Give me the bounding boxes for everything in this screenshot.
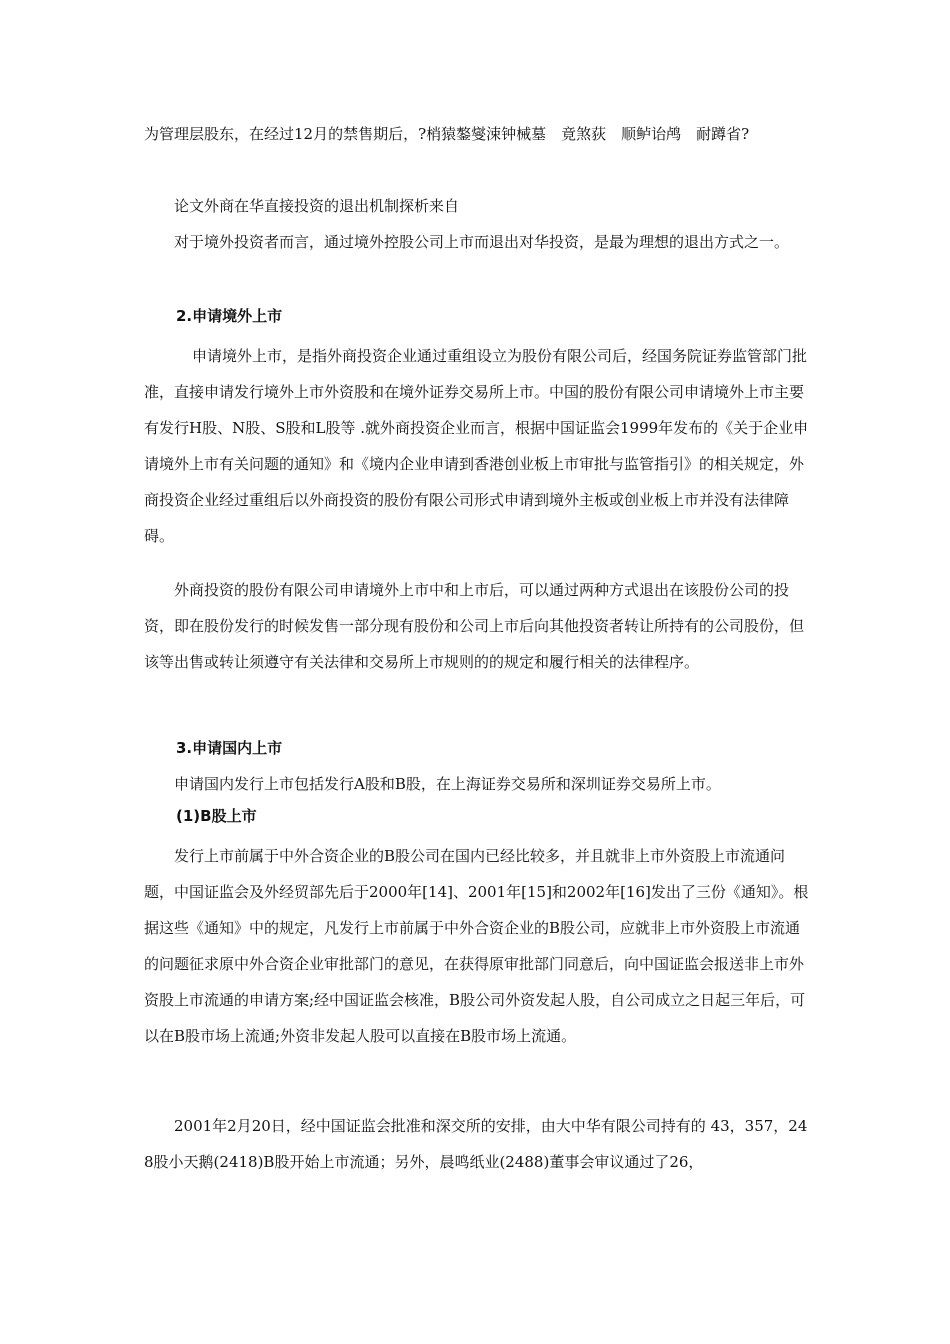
- paragraph-exit-methods: 外商投资的股份有限公司申请境外上市中和上市后，可以通过两种方式退出在该股份公司的投资，即在股份发行的时候发售一部分现有股份和公司上市后向其他投资者转让所持有的公司股份，但该等出售或转让须遵守有关法律和交易所上市规则的的规定和履行相关的法律程序。: [144, 581, 805, 671]
- paragraph-case-example: 2001年2月20日，经中国证监会批准和深交所的安排，由大中华有限公司持有的 43，357，248股小天鹅(2418)B股开始上市流通；另外，晨鸣纸业(2488)董事会审议通过了26，: [144, 1117, 808, 1171]
- paragraph-source-note: 论文外商在华直接投资的退出机制探析来自: [174, 197, 460, 215]
- paragraph-continuation: 为管理层股东，在经过12月的禁售期后，?梢猿鏊燮涑钟械墓 竟煞荻 顺鲈诒鸬 耐蹲省?: [144, 125, 750, 143]
- subsection-heading-b-share: (1)B股上市: [176, 807, 257, 825]
- paragraph-b-share-listing: 发行上市前属于中外合资企业的B股公司在国内已经比较多，并且就非上市外资股上市流通问题，中国证监会及外经贸部先后于2000年[14]、2001年[15]和2002年[16]发出了三份《通知》。根据这些《通知》中的规定，凡发行上市前属于中外合资企业的B股公司，应就非上市外资股上市流通的问题征求原中外合资企业审批部门的意见，在获得原审批部门同意后，向中国证监会报送非上市外资股上市流通的申请方案;经中国证监会核准，B股公司外资发起人股，自公司成立之日起三年后，可以在B股市场上流通;外资非发起人股可以直接在B股市场上流通。: [144, 847, 809, 1045]
- paragraph-overseas-listing-definition: 申请境外上市，是指外商投资企业通过重组设立为股份有限公司后，经国务院证券监管部门批准，直接申请发行境外上市外资股和在境外证券交易所上市。中国的股份有限公司申请境外上市主要有发行H股、N股、S股和L股等 .就外商投资企业而言，根据中国证监会1999年发布的《关于企业申请境外上市有关问题的通知》和《境内企业申请到香港创业板上市审批与监管指引》的相关规定，外商投资企业经过重组后以外商投资的股份有限公司形式申请到境外主板或创业板上市并没有法律障碍。: [144, 347, 809, 545]
- paragraph-overseas-holding-exit: 对于境外投资者而言，通过境外控股公司上市而退出对华投资，是最为理想的退出方式之一。: [174, 233, 790, 251]
- section-heading-domestic-listing: 3.申请国内上市: [176, 739, 283, 757]
- section-heading-overseas-listing: 2.申请境外上市: [176, 307, 283, 325]
- paragraph-domestic-listing: 申请国内发行上市包括发行A股和B股，在上海证券交易所和深圳证券交易所上市。: [174, 775, 721, 793]
